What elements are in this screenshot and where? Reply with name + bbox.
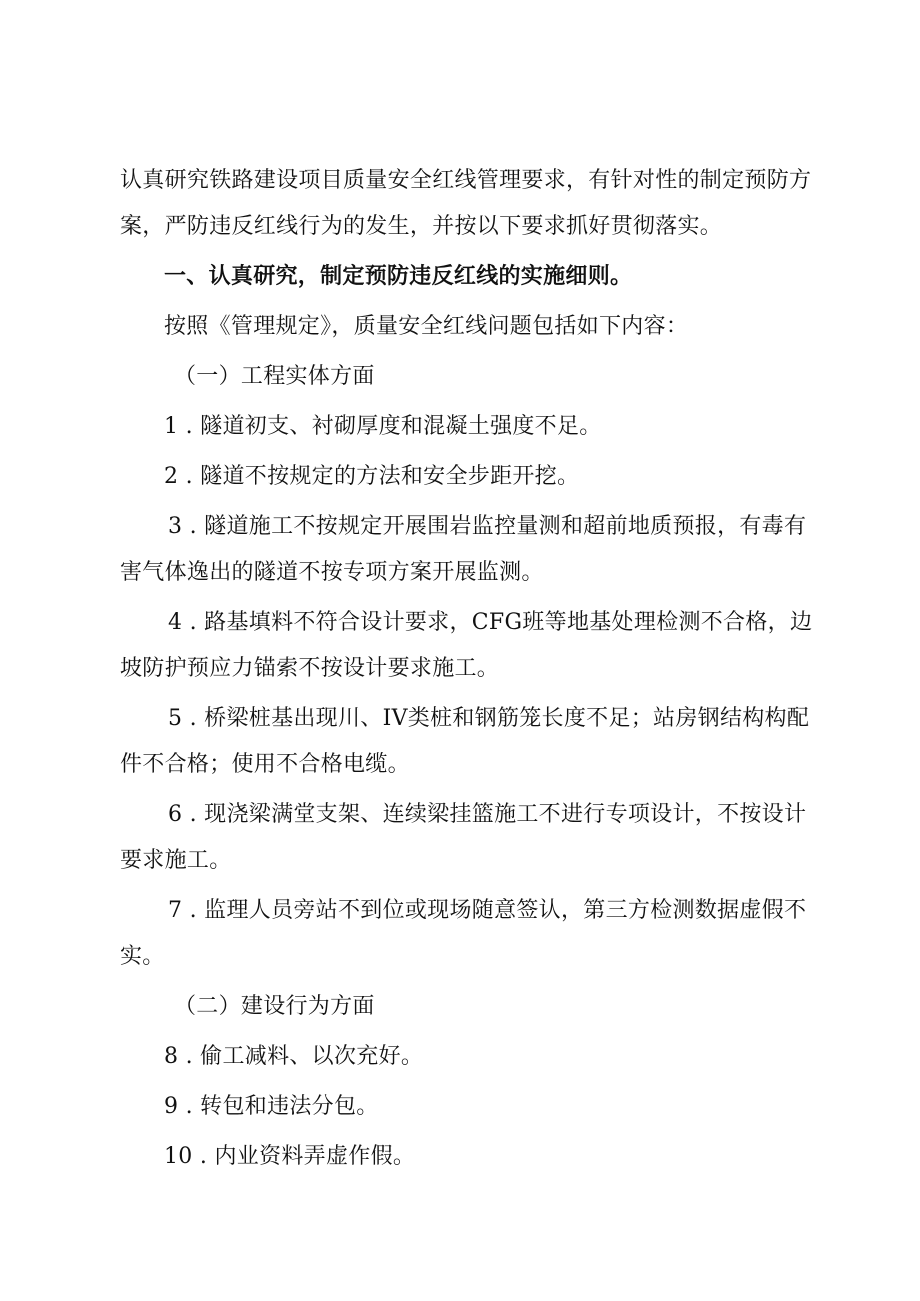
list-item: 10 . 内业资料弄虚作假。 bbox=[164, 1144, 416, 1169]
list-item: 3 . 隧道施工不按规定开展围岩监控量测和超前地质预报，有毒有害气体逸出的隧道不按专项方案开展监测。 bbox=[120, 514, 807, 585]
list-item: 1 . 隧道初支、衬砌厚度和混凝土强度不足。 bbox=[164, 414, 602, 439]
list-item: 7 . 监理人员旁站不到位或现场随意签认，第三方检测数据虚假不实。 bbox=[120, 898, 807, 969]
document-body bbox=[120, 158, 820, 1180]
list-item: 5 . 桥梁桩基出现川、IV类桩和钢筋笼长度不足；站房钢结构构配件不合格；使用不合格电缆。 bbox=[120, 706, 810, 777]
section-heading-1: 一、认真研究，制定预防违反红线的实施细则。 bbox=[164, 264, 633, 289]
list-item: 4 . 路基填料不符合设计要求，CFG班等地基处理检测不合格，边坡防护预应力锚索不按设计要求施工。 bbox=[120, 610, 813, 681]
subsection-title-1: （一）工程实体方面 bbox=[174, 364, 375, 389]
list-item: 9 . 转包和违法分包。 bbox=[164, 1094, 379, 1119]
list-item: 8 . 偷工减料、以次充好。 bbox=[164, 1044, 424, 1069]
intro-paragraph: 认真研究铁路建设项目质量安全红线管理要求，有针对性的制定预防方案，严防违反红线行为的发生，并按以下要求抓好贯彻落实。 bbox=[120, 168, 812, 239]
lead-paragraph: 按照《管理规定》，质量安全红线问题包括如下内容： bbox=[164, 314, 689, 339]
subsection-title-2: （二）建设行为方面 bbox=[174, 994, 375, 1019]
list-item: 6 . 现浇梁满堂支架、连续梁挂篮施工不进行专项设计，不按设计要求施工。 bbox=[120, 802, 807, 873]
list-item: 2 . 隧道不按规定的方法和安全步距开挖。 bbox=[164, 464, 580, 489]
